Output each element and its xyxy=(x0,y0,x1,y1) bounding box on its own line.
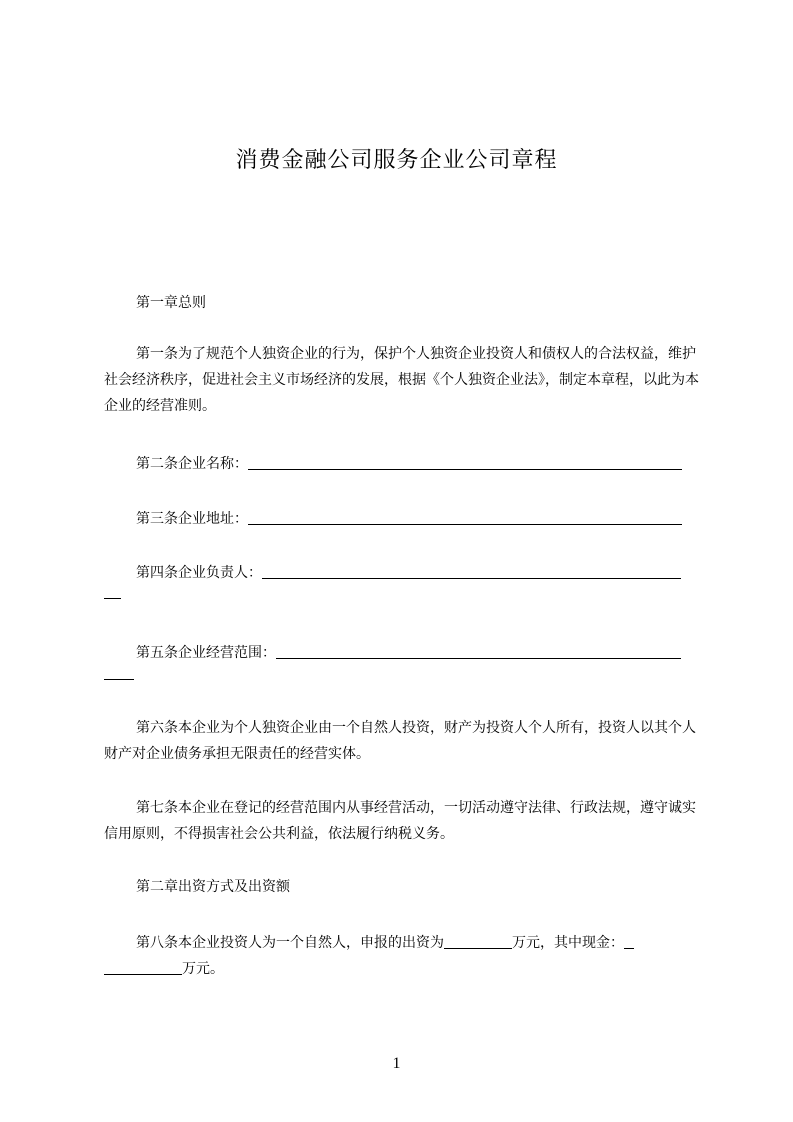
article-3 xyxy=(136,508,682,528)
article-6: 第六条本企业为个人独资企业由一个自然人投资，财产为投资人个人所有，投资人以其个人财产对企业债务承担无限责任的经营实体。 xyxy=(104,720,696,762)
business-scope-blank-continued xyxy=(104,679,134,680)
article-8-text-c: 万元。 xyxy=(182,961,224,977)
chapter-1-heading: 第一章总则 xyxy=(136,295,206,311)
cash-amount-blank-continued xyxy=(104,959,182,975)
article-4-label: 第四条企业负责人： xyxy=(136,565,262,581)
article-7: 第七条本企业在登记的经营范围内从事经营活动，一切活动遵守法律、行政法规，遵守诚实信用原则，不得损害社会公共利益，依法履行纳税义务。 xyxy=(104,800,696,842)
article-8-text-a: 第八条本企业投资人为一个自然人，申报的出资为 xyxy=(136,935,444,951)
person-in-charge-blank xyxy=(262,563,681,579)
business-scope-blank xyxy=(276,643,681,659)
article-3-label: 第三条企业地址： xyxy=(136,511,248,527)
person-in-charge-blank-continued xyxy=(104,598,121,599)
article-5 xyxy=(136,642,681,662)
article-8 xyxy=(136,932,634,952)
cash-amount-blank xyxy=(624,933,634,949)
article-2-label: 第二条企业名称： xyxy=(136,456,248,472)
article-8-text-b: 万元，其中现金： xyxy=(512,935,624,951)
article-5-label: 第五条企业经营范围： xyxy=(136,645,276,661)
capital-amount-blank xyxy=(444,933,512,949)
page-number: 1 xyxy=(392,1055,401,1072)
article-4 xyxy=(136,562,681,582)
article-2 xyxy=(136,453,682,473)
company-name-blank xyxy=(248,454,682,470)
document-title: 消费金融公司服务企业公司章程 xyxy=(235,148,558,173)
company-address-blank xyxy=(248,509,682,525)
chapter-2-heading: 第二章出资方式及出资额 xyxy=(136,879,290,895)
article-8-continued xyxy=(104,958,224,978)
article-1: 第一条为了规范个人独资企业的行为，保护个人独资企业投资人和债权人的合法权益，维护社会经济秩序，促进社会主义市场经济的发展，根据《个人独资企业法》，制定本章程，以此为本企业的经营准则。 xyxy=(104,346,699,414)
